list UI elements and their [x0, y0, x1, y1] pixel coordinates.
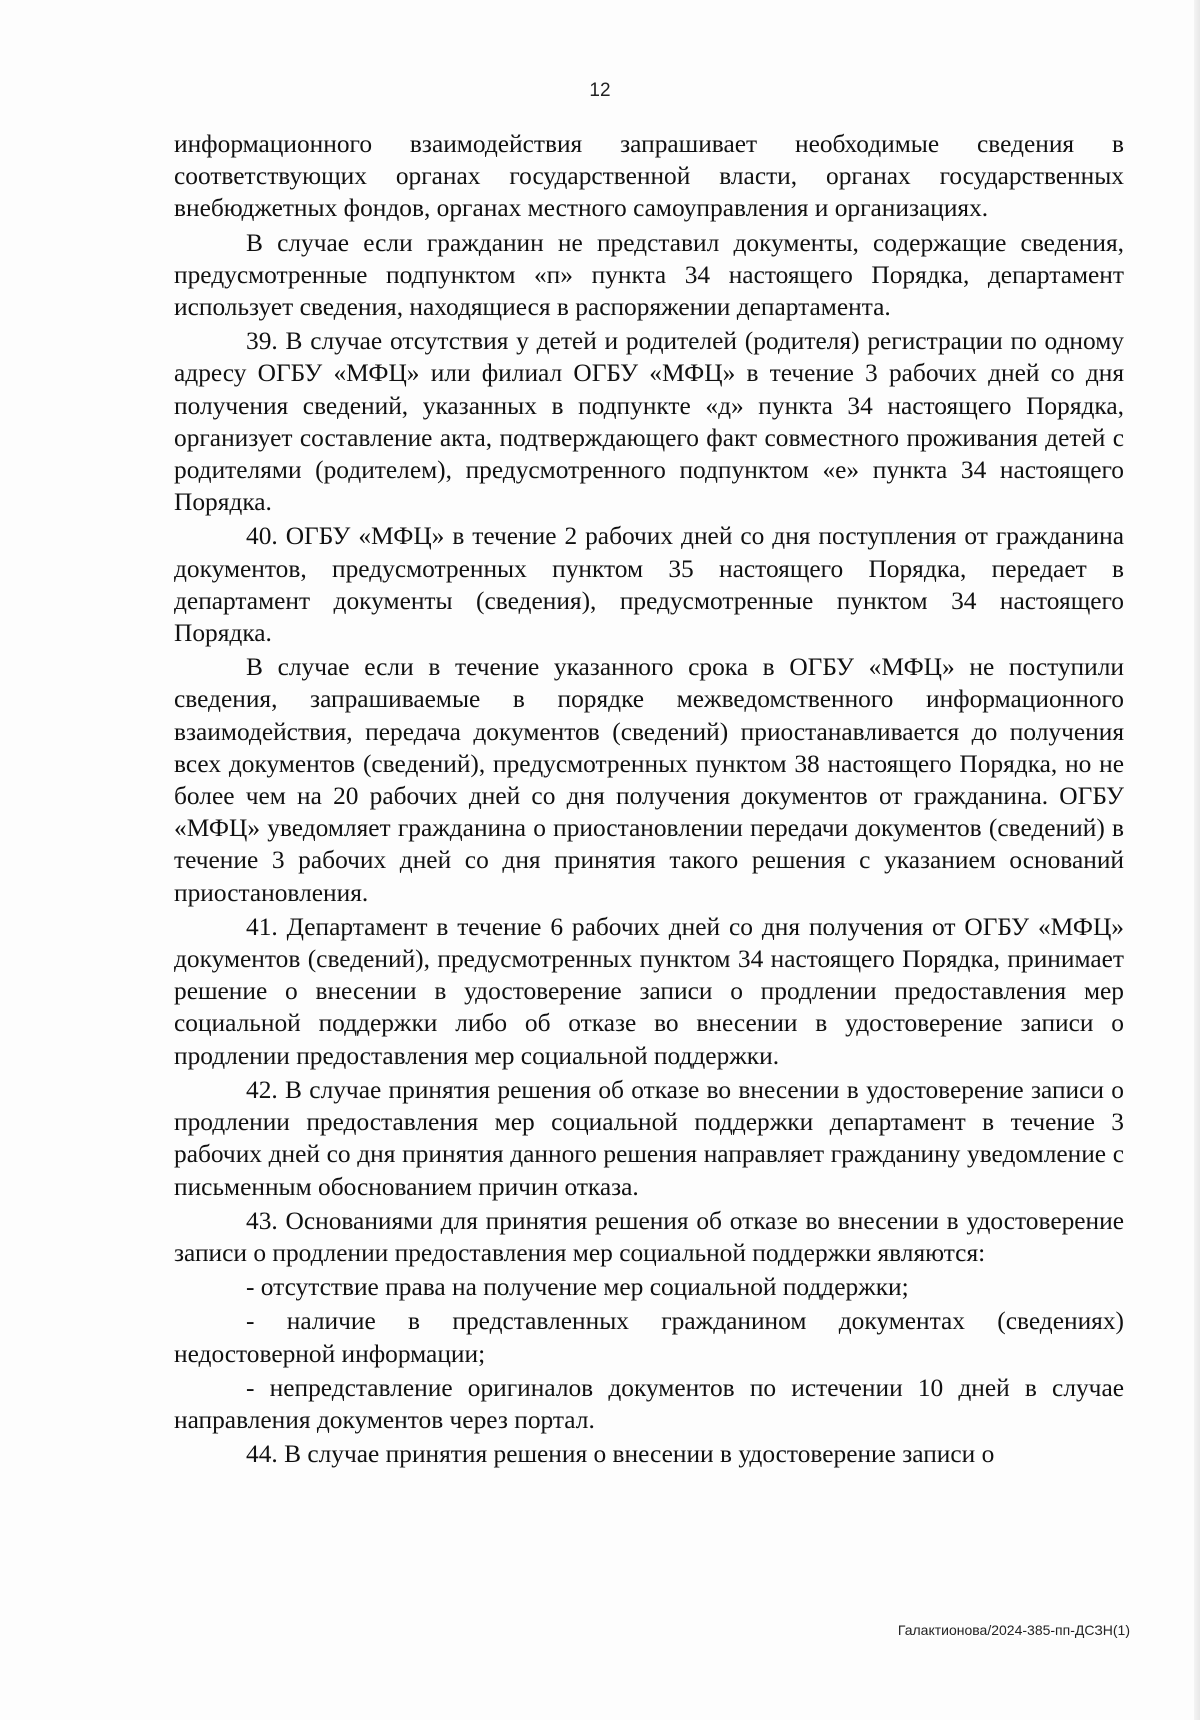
page-number: 12 [589, 80, 611, 101]
list-item-false-info: - наличие в представленных гражданином документах (сведениях) недостоверной информации; [174, 1307, 1124, 1368]
paragraph-40: 40. ОГБУ «МФЦ» в течение 2 рабочих дней со дня поступления от гражданина документов, предусмотренных пунктом 35 настоящего Порядка, передает в департамент документы (сведения), предусмотренные пунктом 34 настоящего Порядка. [174, 522, 1124, 648]
scan-edge [1194, 0, 1200, 1720]
paragraph-43: 43. Основаниями для принятия решения об отказе во внесении в удостоверение записи о продлении предоставления мер социальной поддержки являются: [174, 1206, 1124, 1267]
paragraph-41: 41. Департамент в течение 6 рабочих дней со дня получения от ОГБУ «МФЦ» документов (сведений), предусмотренных пунктом 34 настоящего Порядка, принимает решение о внесении в удостоверение записи о продлении предоставления мер социальной поддержки либо об отказе во внесении в удостоверение записи о продлении предоставления мер социальной поддержки. [174, 912, 1124, 1070]
paragraph-continuation: информационного взаимодействия запрашивает необходимые сведения в соответствующих органах государственной власти, органах государственных внебюджетных фондов, органах местного самоуправления и организациях. [174, 130, 1124, 223]
list-item-no-right: - отсутствие права на получение мер социальной поддержки; [246, 1273, 909, 1302]
paragraph-missing-documents: В случае если гражданин не представил документы, содержащие сведения, предусмотренные подпунктом «п» пункта 34 настоящего Порядка, департамент использует сведения, находящиеся в распоряжении департамента. [174, 228, 1124, 322]
paragraph-44: 44. В случае принятия решения о внесении в удостоверение записи о [246, 1440, 995, 1469]
paragraph-42: 42. В случае принятия решения об отказе во внесении в удостоверение записи о продлении предоставления мер социальной поддержки департамент в течение 3 рабочих дней со дня принятия данного решения направляет гражданину уведомление с письменным обоснованием причин отказа. [174, 1075, 1124, 1201]
paragraph-40-suspension: В случае если в течение указанного срока в ОГБУ «МФЦ» не поступили сведения, запрашиваемые в порядке межведомственного информационного взаимодействия, передача документов (сведений) приостанавливается до получения всех документов (сведений), предусмотренных пунктом 38 настоящего Порядка, но не более чем на 20 рабочих дней со дня получения документов от гражданина. ОГБУ «МФЦ» уведомляет гражданина о приостановлении передачи документов (сведений) в течение 3 рабочих дней со дня принятия такого решения с указанием оснований приостановления. [174, 653, 1124, 907]
document-reference: Галактионова/2024-385-пп-ДСЗН(1) [897, 1622, 1130, 1638]
paragraph-39: 39. В случае отсутствия у детей и родителей (родителя) регистрации по одному адресу ОГБУ «МФЦ» или филиал ОГБУ «МФЦ» в течение 3 рабочих дней со дня получения сведений, указанных в подпункте «д» пункта 34 настоящего Порядка, организует составление акта, подтверждающего факт совместного проживания детей с родителями (родителем), предусмотренного подпунктом «е» пункта 34 настоящего Порядка. [174, 327, 1124, 517]
document-body [174, 128, 1124, 1470]
list-item-no-originals: - непредставление оригиналов документов по истечении 10 дней в случае направления документов через портал. [174, 1373, 1124, 1434]
